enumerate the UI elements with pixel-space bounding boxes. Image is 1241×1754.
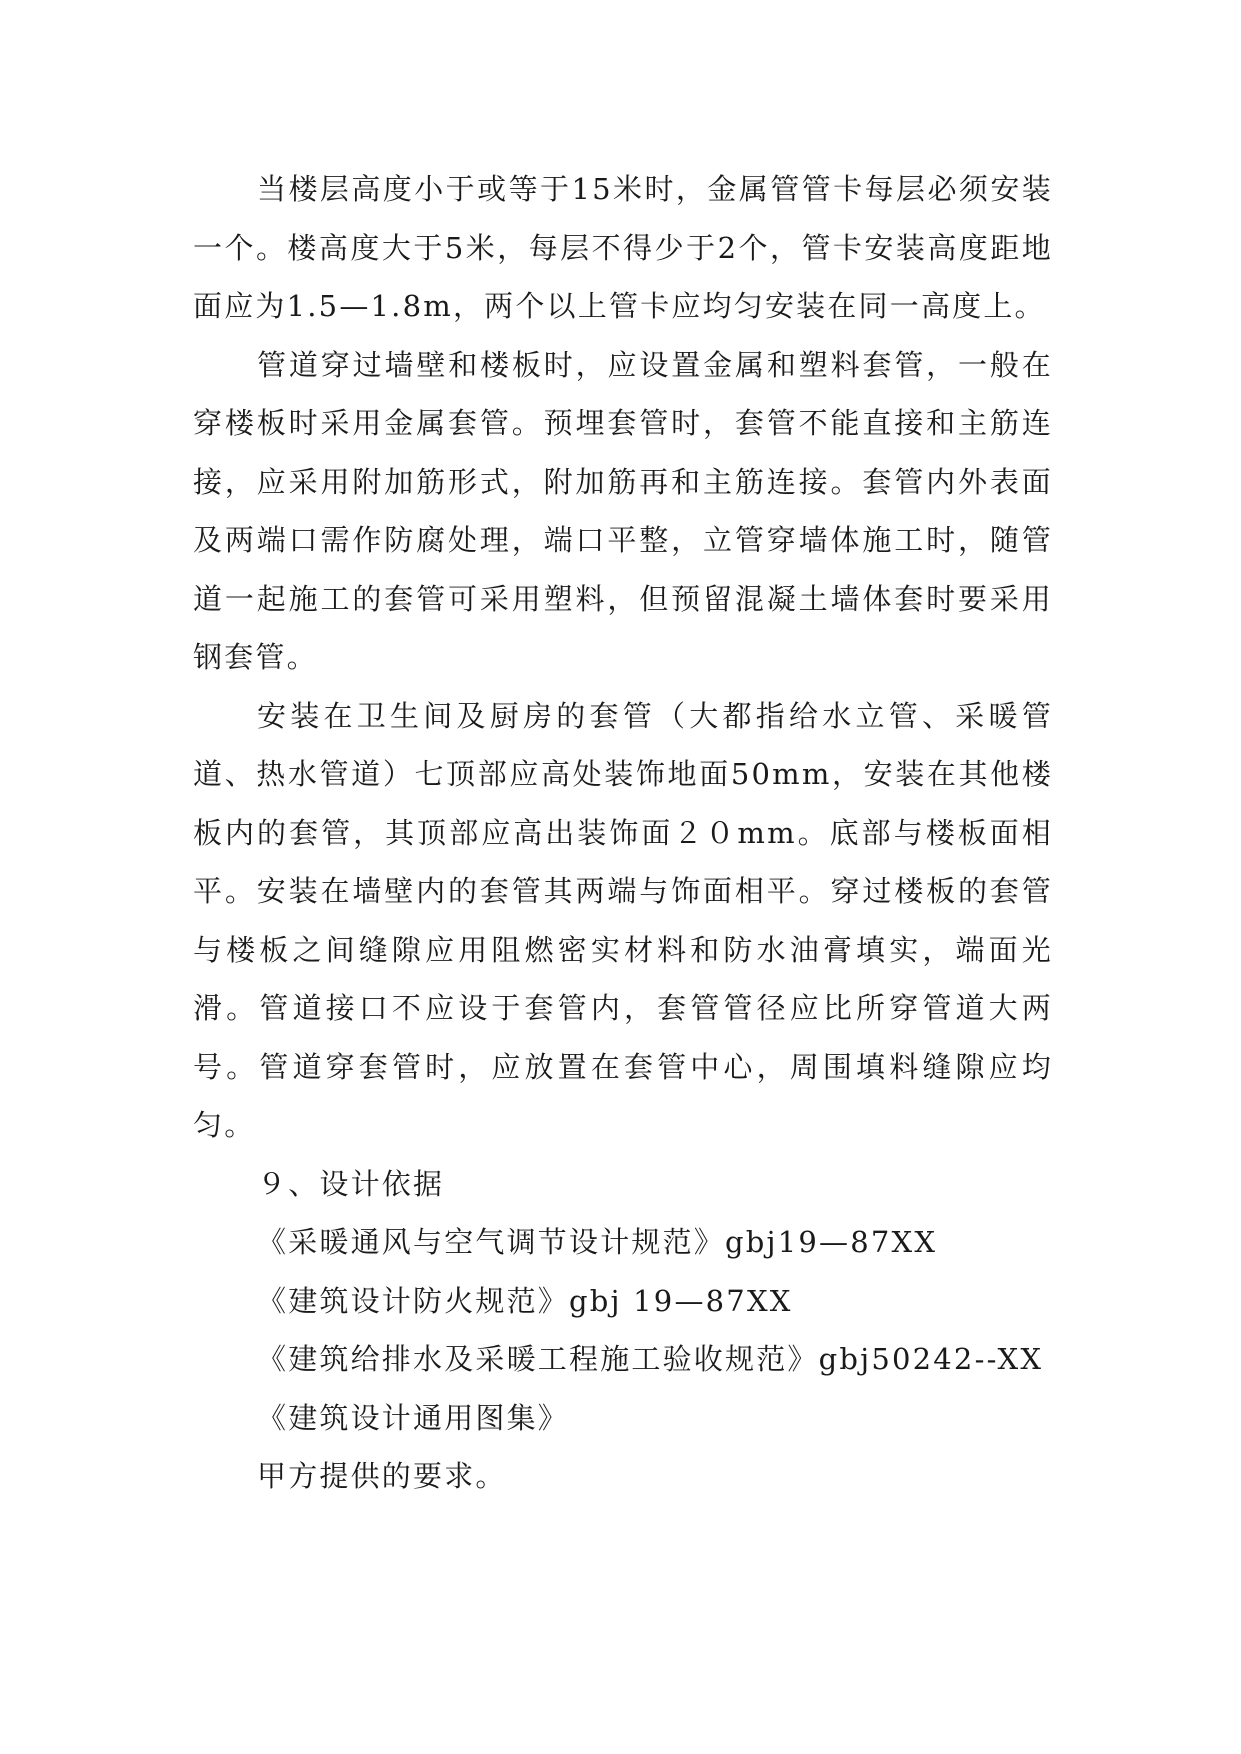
paragraph-wall-sleeves: 管道穿过墙壁和楼板时，应设置金属和塑料套管，一般在穿楼板时采用金属套管。预埋套管时，套管不能直接和主筋连接，应采用附加筋形式，附加筋再和主筋连接。套管内外表面及两端口需作防腐处理，端口平整，立管穿墙体施工时，随管道一起施工的套管可采用塑料，但预留混凝土墙体套时要采用钢套管。: [193, 347, 1053, 674]
reference-item: 《建筑给排水及采暖工程施工验收规范》gbj50242--XX: [257, 1342, 1044, 1376]
closing-line: 甲方提供的要求。: [257, 1459, 507, 1493]
document-body: [193, 160, 1053, 1506]
paragraph-pipe-clamps: 当楼层高度小于或等于15米时，金属管管卡每层必须安装一个。楼高度大于5米，每层不得少于2个，管卡安装高度距地面应为1.5—1.8m，两个以上管卡应均匀安装在同一高度上。: [193, 172, 1053, 323]
reference-item: 《采暖通风与空气调节设计规范》gbj19—87XX: [257, 1225, 938, 1259]
reference-item: 《建筑设计防火规范》gbj 19—87XX: [257, 1283, 793, 1318]
section-heading: ９、设计依据: [257, 1166, 445, 1201]
reference-item: 《建筑设计通用图集》: [257, 1400, 570, 1435]
paragraph-kitchen-bathroom-sleeves: 安装在卫生间及厨房的套管（大都指给水立管、采暖管道、热水管道）七顶部应高处装饰地面50mm，安装在其他楼板内的套管，其顶部应高出装饰面２０mm。底部与楼板面相平。安装在墙壁内的套管其两端与饰面相平。穿过楼板的套管与楼板之间缝隙应用阻燃密实材料和防水油膏填实，端面光滑。管道接口不应设于套管内，套管管径应比所穿管道大两号。管道穿套管时，应放置在套管中心，周围填料缝隙应均匀。: [193, 698, 1053, 1142]
